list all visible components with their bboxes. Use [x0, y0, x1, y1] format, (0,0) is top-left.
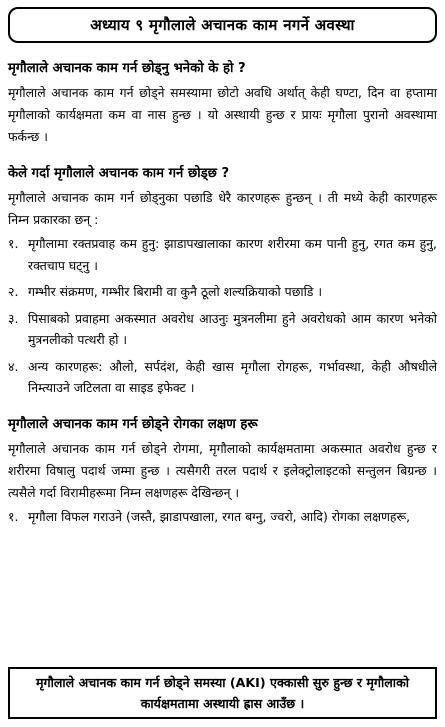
callout-box [8, 667, 437, 719]
chapter-title: अध्याय ९ मृगौलाले अचानक काम नगर्ने अवस्था [90, 16, 355, 34]
causes-list [8, 233, 437, 399]
section-heading-symptoms: मृगौलाले अचानक काम गर्न छोड्ने रोगका लक्षण हरू [8, 416, 258, 432]
symptoms-list [8, 506, 437, 528]
list-item [8, 281, 437, 303]
list-text: मृगौला विफल गराउने (जस्तै, झाडापखाला, रगत बग्नु, ज्वरो, आदि) रोगका लक्षणहरू, [28, 508, 411, 524]
list-item [8, 233, 437, 276]
list-text: गम्भीर संक्रमण, गम्भीर बिरामी वा कुनै ठूलो शल्यक्रियाको पछाडि । [28, 284, 323, 299]
callout-text: मृगौलाले अचानक काम गर्न छोड्ने समस्या (AKI) एक्कासी सुरु हुन्छ र मृगौलाको कार्यक्षमतामा अस्थायी ह्रास आउँछ । [35, 675, 410, 711]
section-paragraph-symptoms: मृगौलाले अचानक काम गर्न छोड्ने रोगमा, मृगौलाको कार्यक्षमतामा अकस्मात अवरोध हुन्छ र शरीरमा विषालु पदार्थ जम्मा हुन्छ । त्यसैगरी तरल पदार्थ र इलेक्ट्रोलाइटको सन्तुलन बिग्रन्छ । त्यसैले गर्दा विरामीहरूमा निम्न लक्षणहरू देखिन्छन् । [8, 440, 437, 500]
list-text: पिसाबको प्रवाहमा अकस्मात अवरोध आउनुः मुत्रनलीमा हुने अवरोधको आम कारण भनेको मुत्रनलीको पत्थरी हो । [28, 310, 437, 347]
section-heading-causes: केले गर्दा मृगौलाले अचानक काम गर्न छोड्छ ? [8, 166, 230, 181]
section-heading-what-is: मृगौलाले अचानक काम गर्न छोड्नु भनेको के हो ? [8, 61, 246, 76]
list-number: ४. [8, 358, 19, 374]
list-number: २. [8, 284, 19, 299]
list-item [8, 356, 437, 399]
list-item [8, 506, 437, 528]
list-number: १. [8, 508, 19, 524]
list-number: १. [8, 236, 19, 251]
list-item [8, 308, 437, 351]
chapter-title-box [8, 7, 437, 43]
list-text: अन्य कारणहरू: औलो, सर्पदंश, केही खास मृगौला रोगहरू, गर्भावस्था, केही औषधीले निम्त्याउने जटिलता वा साइड इफेक्ट । [28, 358, 437, 395]
document-page [0, 7, 445, 727]
list-number: ३. [8, 310, 19, 326]
section-paragraph-causes: मृगौलाले अचानक काम गर्न छोड्नुका पछाडि धेरै कारणहरू हुन्छन् । ती मध्ये केही कारणहरू निम्न प्रकारका छन् : [8, 190, 437, 227]
list-text: मृगौलामा रक्तप्रवाह कम हुनु: झाडापखालाका कारण शरीरमा कम पानी हुनु, रगत कम हुनु, रक्तचाप घट्नु । [28, 236, 437, 273]
section-paragraph-what-is: मृगौलाले अचानक काम गर्न छोड्ने समस्यामा छोटो अवधि अर्थात् केही घण्टा, दिन वा हप्तामा मृगौलाको कार्यक्षमता कम वा नास हुन्छ । यो अस्थायी हुन्छ र प्रायः मृगौला पुरानो अवस्थामा फर्कन्छ । [8, 85, 437, 144]
